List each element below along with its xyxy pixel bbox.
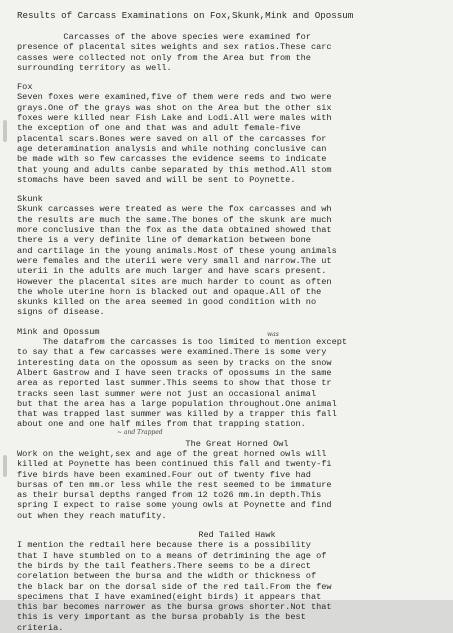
text-line: The datafrom the carcasses is too limited to mention except <box>17 337 348 348</box>
text-line: skunks killed on the area seemed in good condition with no <box>17 297 317 308</box>
document-title: Results of Carcass Examinations on Fox,Skunk,Mink and Opossum <box>17 10 354 21</box>
text-line: five birds have been examined.Four out of twenty five had <box>17 469 311 480</box>
text-line: there is a very definite line of demarkation between bone <box>17 235 311 246</box>
owl-paragraph <box>17 449 437 521</box>
text-line: criteria. <box>17 622 64 633</box>
text-line: I mention the redtail here because there is a possibility <box>17 540 311 551</box>
handwritten-annotation: ~ and Trapped <box>117 429 163 437</box>
text-line: specimens that I have examined(eight birds) it appears that <box>17 591 322 602</box>
text-line: Skunk carcasses were treated as were the fox carcasses and wh <box>17 204 332 215</box>
text-line: placental scars.Bones were saved on all of the carcasses for <box>17 133 327 144</box>
text-line: this is very important as the bursa probably is the best <box>17 612 306 623</box>
hawk-paragraph <box>17 540 437 633</box>
text-line: the results are much the same.The bones of the skunk are much <box>17 214 332 225</box>
text-line: surrounding territory as well. <box>17 62 172 73</box>
text-line: that young and adults canbe separated by this method.All stom <box>17 164 332 175</box>
text-line: were females and the uterii were very small and narrow.The ut <box>17 255 332 266</box>
text-line: presence of placental sites weights and sex ratios.These carc <box>17 42 332 53</box>
text-line: but that the area has a large population throughout.One animal <box>17 398 337 409</box>
handwritten-annotation: was <box>267 331 279 339</box>
text-line: stomachs have been saved and will be sent to Poynette. <box>17 174 296 185</box>
text-line: signs of disease. <box>17 307 105 318</box>
text-line: the black bar on the dorsal side of the red tail.From the few <box>17 581 332 592</box>
text-line: to say that a few carcasses were examined.There is some very <box>17 347 327 358</box>
text-line: Seven foxes were examined,five of them were reds and two were <box>17 92 332 103</box>
text-line: out when they reach matufity. <box>17 510 167 521</box>
text-line: as their bursal depths ranged from 12 to26 mm.in depth.This <box>17 490 322 501</box>
text-line: the exception of one and that was and adult female-five <box>17 123 301 134</box>
text-line: age deteramination analysis and while nothing conclusive can <box>17 143 327 154</box>
text-line: Albert Gastrow and I have seen tracks of opossums in the same <box>17 367 332 378</box>
text-line: bursas of ten mm.or less while the rest seemed to be immature <box>17 479 332 490</box>
text-line: uterii in the adults are much larger and have scars present. <box>17 266 327 277</box>
text-line: interesting data on the opossum as seen by tracks on the snow <box>17 357 332 368</box>
text-line: the whole uterine horn is blacked out and opaque.All of the <box>17 286 322 297</box>
text-line: casses were collected not only from the Area but from the <box>17 52 311 63</box>
section-heading-fox: Fox <box>17 82 33 93</box>
section-heading-owl: The Great Horned Owl <box>185 438 289 449</box>
text-line: more conclusive than the fox as the data obtained showed that <box>17 225 332 236</box>
text-line: Carcasses of the above species were examined for <box>17 32 311 42</box>
text-line: Work on the weight,sex and age of the great horned owls will <box>17 448 327 459</box>
text-line: However the placental sites are much harder to count as often <box>17 276 332 287</box>
text-line: grays.One of the grays was shot on the Area but the other six <box>17 102 332 113</box>
punch-hole-mark <box>3 120 7 142</box>
fox-paragraph <box>17 92 437 185</box>
skunk-paragraph <box>17 204 437 317</box>
text-line: spring I expect to raise some young owls at Poynette and find <box>17 500 332 511</box>
text-line: area as reported last summer.This seems to show that those tr <box>17 378 332 389</box>
text-line: killed at Poynette has been continued this fall and twenty-fi <box>17 459 332 470</box>
text-line: that I have stumbled on to a means of detrimining the age of <box>17 550 327 561</box>
text-line: corelation between the bursa and the width or thickness of <box>17 571 317 582</box>
text-line: and cartilage in the young animals.Most of these young animals <box>17 245 337 256</box>
text-line: be made with so few carcasses the evidence seems to indicate <box>17 154 327 165</box>
punch-hole-mark <box>3 455 7 477</box>
text-line: about one and one half miles from that trapping station. <box>17 419 306 430</box>
section-heading-hawk: Red Tailed Hawk <box>198 530 276 541</box>
section-heading-skunk: Skunk <box>17 194 43 205</box>
text-line: the birds by the tail feathers.There seems to be a direct <box>17 560 311 571</box>
text-line: tracks seen last summer were not just an occasional animal <box>17 388 317 399</box>
section-heading-mink: Mink and Opossum <box>17 326 100 337</box>
text-line: that was trapped last summer was killed by a trapper this fall <box>17 409 337 420</box>
text-line: this bar becomes narrower as the bursa grows shorter.Not that <box>17 602 332 613</box>
intro-paragraph <box>17 32 437 73</box>
text-line: foxes were killed near Fish Lake and Lodi.All were males with <box>17 113 332 124</box>
